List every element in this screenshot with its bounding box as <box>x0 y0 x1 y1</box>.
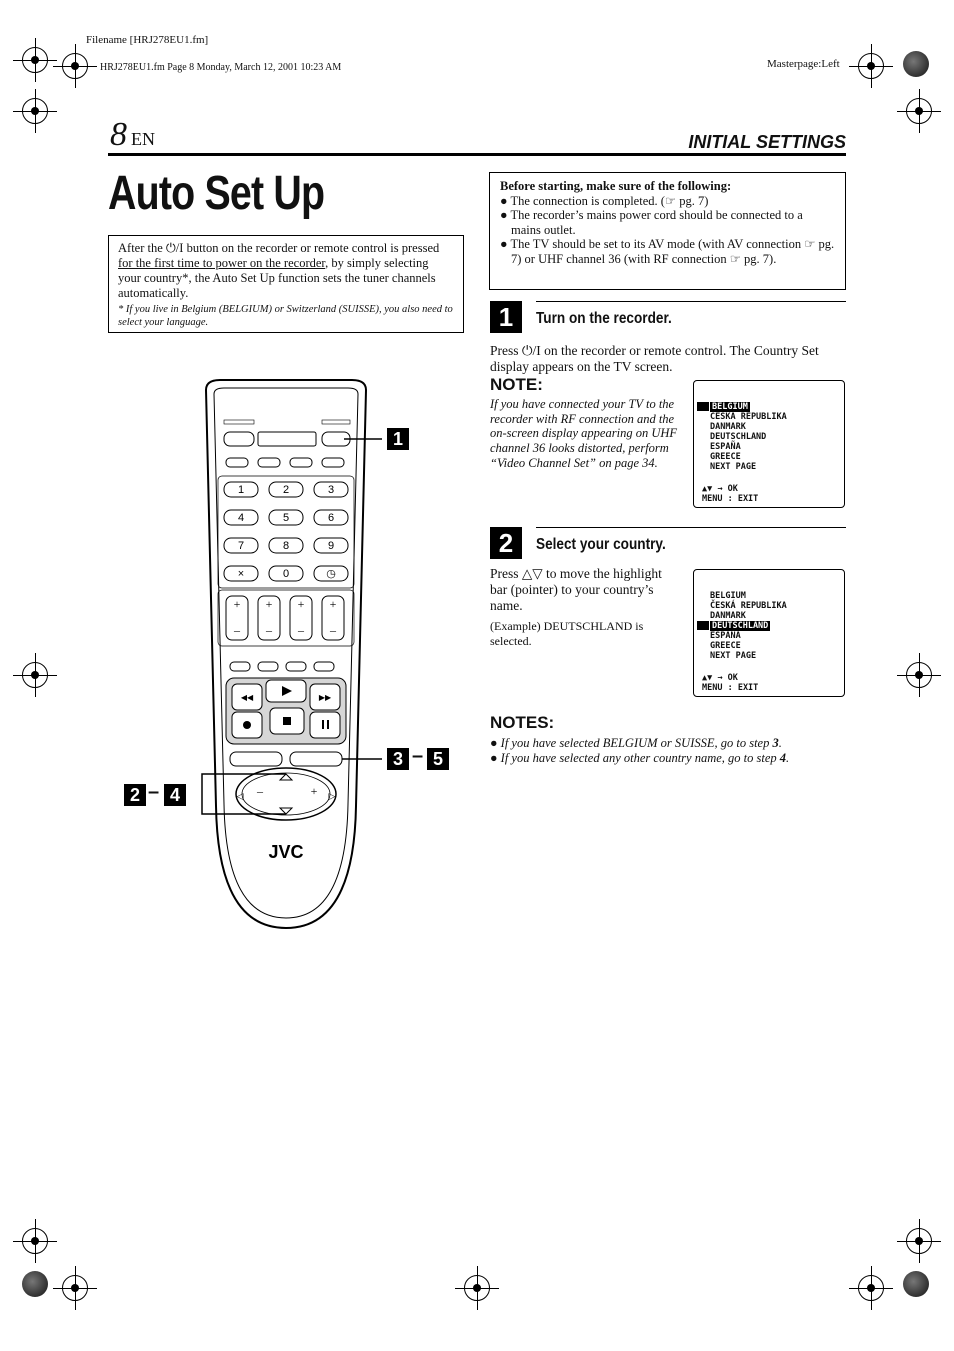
print-file-info: HRJ278EU1.fm Page 8 Monday, March 12, 2001 10:23 AM <box>100 62 342 73</box>
page-number: 8 EN <box>110 116 155 153</box>
power-icon: ⏻/I <box>165 241 184 255</box>
svg-text:–: – <box>266 623 272 637</box>
keypad-key-label: 5 <box>282 512 290 524</box>
step-1-badge: 1 <box>490 301 522 333</box>
country-row: DEUTSCHLAND <box>710 432 767 442</box>
keypad-key-label: 3 <box>327 484 335 496</box>
list-item: ● The recorder’s mains power cord should be connected to a mains outlet. <box>500 208 803 237</box>
keypad-key-label: 6 <box>327 512 335 524</box>
section-title: INITIAL SETTINGS <box>688 132 846 152</box>
tv-screen-country-set-2 <box>693 569 845 697</box>
screen-footer: MENU : EXIT <box>702 494 759 504</box>
callout-step-2: 2 <box>124 784 146 806</box>
keypad-key-label: 7 <box>237 540 245 552</box>
svg-text:+: + <box>233 597 241 611</box>
svg-text:–: – <box>330 623 336 637</box>
country-row: GREECE <box>710 641 741 651</box>
pointer-icon <box>697 621 709 630</box>
step-1-note-body: If you have connected your TV to the recorder with RF connection and the on-screen display appearing on UHF channel 36 looks distorted, perform “Video Channel Set” on page 34. <box>490 397 678 470</box>
tv-screen-country-set-1 <box>693 380 845 508</box>
svg-text:▷: ▷ <box>328 791 336 801</box>
screen-footer: MENU : EXIT <box>702 683 759 693</box>
registration-mark-icon <box>22 662 48 688</box>
list-item: ● The TV should be set to its AV mode (with AV connection ☞ pg. 7) or UHF channel 36 (with RF connection ☞ pg. 7). <box>500 237 835 266</box>
svg-text:▶▶: ▶▶ <box>318 693 332 702</box>
registration-mark-icon <box>22 47 48 73</box>
step-2-body: Press △▽ to move the highlight bar (pointer) to your country’s name. <box>490 566 662 613</box>
screen-footer: ▲▼ → OK <box>702 673 738 683</box>
list-item: ● If you have selected BELGIUM or SUISSE, go to step 3. <box>490 736 782 750</box>
step-rule <box>536 301 846 302</box>
country-row: GREECE <box>710 452 741 462</box>
registration-mark-icon <box>62 1275 88 1301</box>
registration-mark-icon <box>22 1228 48 1254</box>
keypad-key-label: 9 <box>327 540 335 552</box>
step-2-title: Select your country. <box>536 536 666 553</box>
country-row: BELGIUM <box>712 402 748 412</box>
callout-step-4: 4 <box>164 784 186 806</box>
svg-text:+: + <box>310 784 318 798</box>
color-ball-icon <box>903 1271 929 1297</box>
registration-mark-icon <box>906 1228 932 1254</box>
registration-mark-icon <box>858 1275 884 1301</box>
svg-text:–: – <box>298 623 304 637</box>
registration-mark-icon <box>906 98 932 124</box>
registration-mark-icon <box>464 1275 490 1301</box>
svg-text:–: – <box>234 623 240 637</box>
print-masterpage: Masterpage:Left <box>767 58 840 70</box>
callout-step-1: 1 <box>387 428 409 450</box>
country-row: NEXT PAGE <box>710 651 757 661</box>
keypad-key-label: 4 <box>237 512 245 524</box>
before-starting-box <box>489 172 846 290</box>
color-ball-icon <box>22 1271 48 1297</box>
step-rule <box>536 527 846 528</box>
callout-dash: – <box>412 745 424 767</box>
registration-mark-icon <box>22 98 48 124</box>
callout-dash: – <box>148 781 160 803</box>
color-ball-icon <box>903 51 929 77</box>
country-row: DEUTSCHLAND <box>712 621 769 631</box>
keypad-key-label: × <box>237 568 245 580</box>
step-2-badge: 2 <box>490 527 522 559</box>
country-row: DANMARK <box>710 611 746 621</box>
screen-footer: ▲▼ → OK <box>702 484 738 494</box>
notes-heading: NOTES: <box>490 713 555 732</box>
list-item: ● The connection is completed. (☞ pg. 7) <box>500 193 709 208</box>
page-title: Auto Set Up <box>108 167 325 220</box>
country-row: ESPAÑA <box>710 631 741 641</box>
country-row: NEXT PAGE <box>710 462 757 472</box>
svg-text:+: + <box>329 597 337 611</box>
svg-text:◀◀: ◀◀ <box>240 693 254 702</box>
step-1-title: Turn on the recorder. <box>536 310 672 327</box>
svg-text:+: + <box>265 597 273 611</box>
remote-control-illustration <box>196 376 466 946</box>
svg-text:+: + <box>297 597 305 611</box>
before-heading: Before starting, make sure of the following: <box>500 179 732 193</box>
country-row: ESPAÑA <box>710 442 741 452</box>
country-row: ČESKÁ REPUBLIKA <box>710 601 787 611</box>
step-2-example: (Example) DEUTSCHLAND is selected. <box>490 619 644 648</box>
registration-mark-icon <box>858 53 884 79</box>
notes-list <box>490 736 846 765</box>
country-row: BELGIUM <box>710 591 746 601</box>
country-row: DANMARK <box>710 422 746 432</box>
svg-text:–: – <box>257 784 263 798</box>
keypad-key-label: 0 <box>282 568 290 580</box>
intro-box: After the ⏻/I button on the recorder or remote control is pressed for the first time to power on the recorder, by simply selecting your country*, the Auto Set Up function sets the tuner channels automatically. * If you live in Belgium (BELGIUM) or Switzerland (SUISSE), you also need to select your language. <box>108 235 464 333</box>
header-rule <box>108 153 846 156</box>
keypad-key-label: ◷ <box>326 568 336 580</box>
intro-footnote: * If you live in Belgium (BELGIUM) or Switzerland (SUISSE), you also need to select your language. <box>118 304 453 328</box>
list-item: ● If you have selected any other country name, go to step 4. <box>490 750 790 765</box>
step-1-body: Press ⏻/I on the recorder or remote control. The Country Set display appears on the TV screen. <box>490 343 819 374</box>
keypad-key-label: 8 <box>282 540 290 552</box>
keypad-key-label: 1 <box>237 484 245 496</box>
svg-text:◁: ◁ <box>236 791 244 801</box>
pointer-icon <box>697 402 709 411</box>
brand-logo: JVC <box>268 842 304 862</box>
callout-step-3: 3 <box>387 748 409 770</box>
step-1-note-heading: NOTE: <box>490 375 543 394</box>
country-row: ČESKÁ REPUBLIKA <box>710 412 787 422</box>
registration-mark-icon <box>906 662 932 688</box>
keypad-key-label: 2 <box>282 484 290 496</box>
print-filename: Filename [HRJ278EU1.fm] <box>86 34 209 46</box>
callout-step-5: 5 <box>427 748 449 770</box>
registration-mark-icon <box>62 53 88 79</box>
